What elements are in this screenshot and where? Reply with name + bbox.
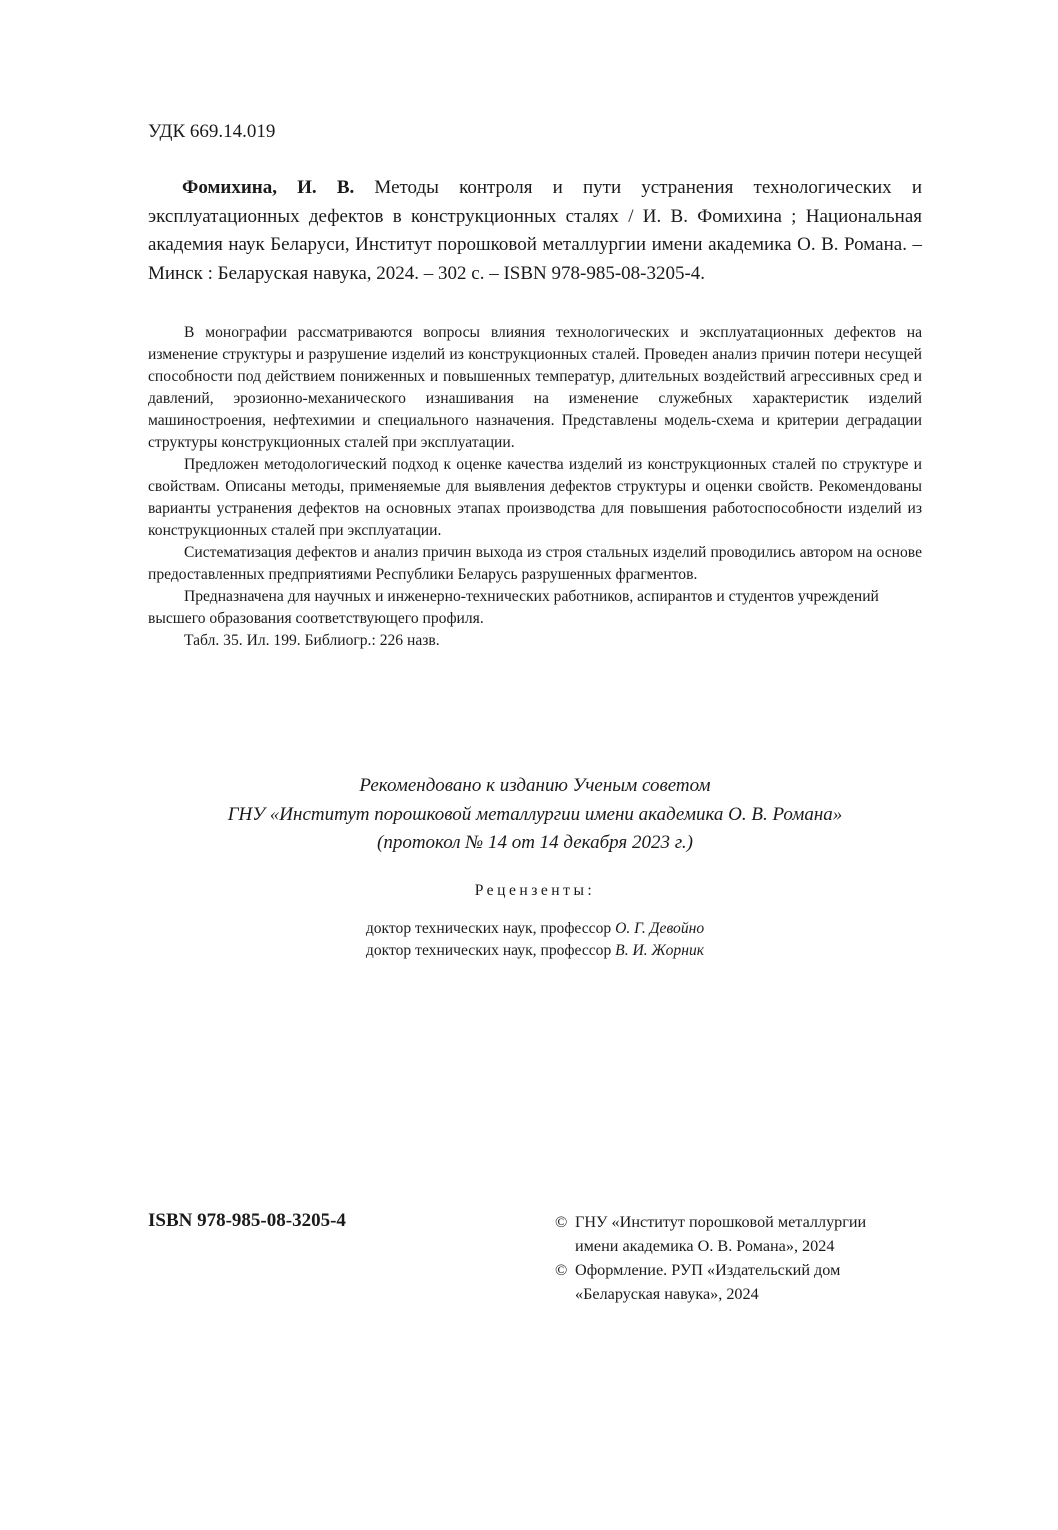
recommendation-line: Рекомендовано к изданию Ученым советом: [359, 775, 711, 796]
bibliographic-text: Методы контроля и пути устранения технологических и эксплуатационных дефектов в конструкционных сталях / И. В. Фомихина ; Национальная академия наук Беларуси, Институт порошковой металлургии имени академика О. В. Романа. – Минск : Беларуская навука, 2024. – 302 с. – ISBN 978-985-08-3205-4.: [148, 177, 922, 284]
annotation-paragraph: Предназначена для научных и инженерно-технических работников, аспирантов и студентов учреждений высшего образования соответствующего профиля.: [148, 588, 879, 627]
reviewers-heading: Рецензенты:: [474, 882, 596, 899]
reviewer-role: доктор технических наук, профессор: [365, 942, 612, 959]
reviewer-role: доктор технических наук, профессор: [365, 920, 612, 937]
reviewer-name: В. И. Жорник: [615, 942, 705, 959]
recommendation-line: (протокол № 14 от 14 декабря 2023 г.): [377, 832, 693, 853]
copyright-line: Оформление. РУП «Издательский дом: [575, 1261, 841, 1279]
reviewer-name: О. Г. Девойно: [615, 920, 705, 937]
udk-code: УДК 669.14.019: [148, 121, 276, 142]
annotation-paragraph: Предложен методологический подход к оценке качества изделий из конструкционных сталей по структуре и свойствам. Описаны методы, применяемые для выявления дефектов структуры и оценки свойств. Рекомендованы варианты устранения дефектов на основных этапах производства для повышения работоспособности изделий из конструкционных сталей при эксплуатации.: [148, 456, 922, 539]
publication-recommendation: [100, 772, 970, 858]
copyright-symbol: ©: [555, 1261, 568, 1279]
isbn-number: ISBN 978-985-08-3205-4: [148, 1210, 346, 1231]
copyright-line: имени академика О. В. Романа», 2024: [575, 1237, 835, 1255]
annotation-stats: Табл. 35. Ил. 199. Библиогр.: 226 назв.: [184, 632, 440, 649]
author-name: Фомихина, И. В.: [182, 177, 355, 198]
copyright-block: [555, 1210, 945, 1306]
reviewer-entry: [0, 918, 1058, 940]
reviewers-list: [0, 918, 1058, 962]
bibliographic-description: [148, 174, 922, 288]
copyright-entry: [555, 1258, 945, 1306]
annotation-paragraph: В монографии рассматриваются вопросы влияния технологических и эксплуатационных дефектов на изменение структуры и разрушение изделий из конструкционных сталей. Проведен анализ причин потери несущей способности под действием пониженных и повышенных температур, длительных воздействий агрессивных сред и давлений, эрозионно-механического изнашивания на изменение служебных характеристик изделий машиностроения, нефтехимии и специального назначения. Представлены модель-схема и критерии деградации структуры конструкционных сталей при эксплуатации.: [148, 324, 922, 451]
annotation: [148, 322, 922, 652]
copyright-symbol: ©: [555, 1213, 568, 1231]
recommendation-line: ГНУ «Институт порошковой металлургии имени академика О. В. Романа»: [227, 803, 843, 825]
reviewer-entry: [0, 940, 1058, 962]
copyright-entry: [555, 1210, 945, 1258]
copyright-line: «Беларуская навука», 2024: [575, 1285, 759, 1303]
annotation-paragraph: Систематизация дефектов и анализ причин выхода из строя стальных изделий проводились автором на основе предоставленных предприятиями Республики Беларусь разрушенных фрагментов.: [148, 544, 922, 583]
copyright-line: ГНУ «Институт порошковой металлургии: [575, 1213, 867, 1231]
